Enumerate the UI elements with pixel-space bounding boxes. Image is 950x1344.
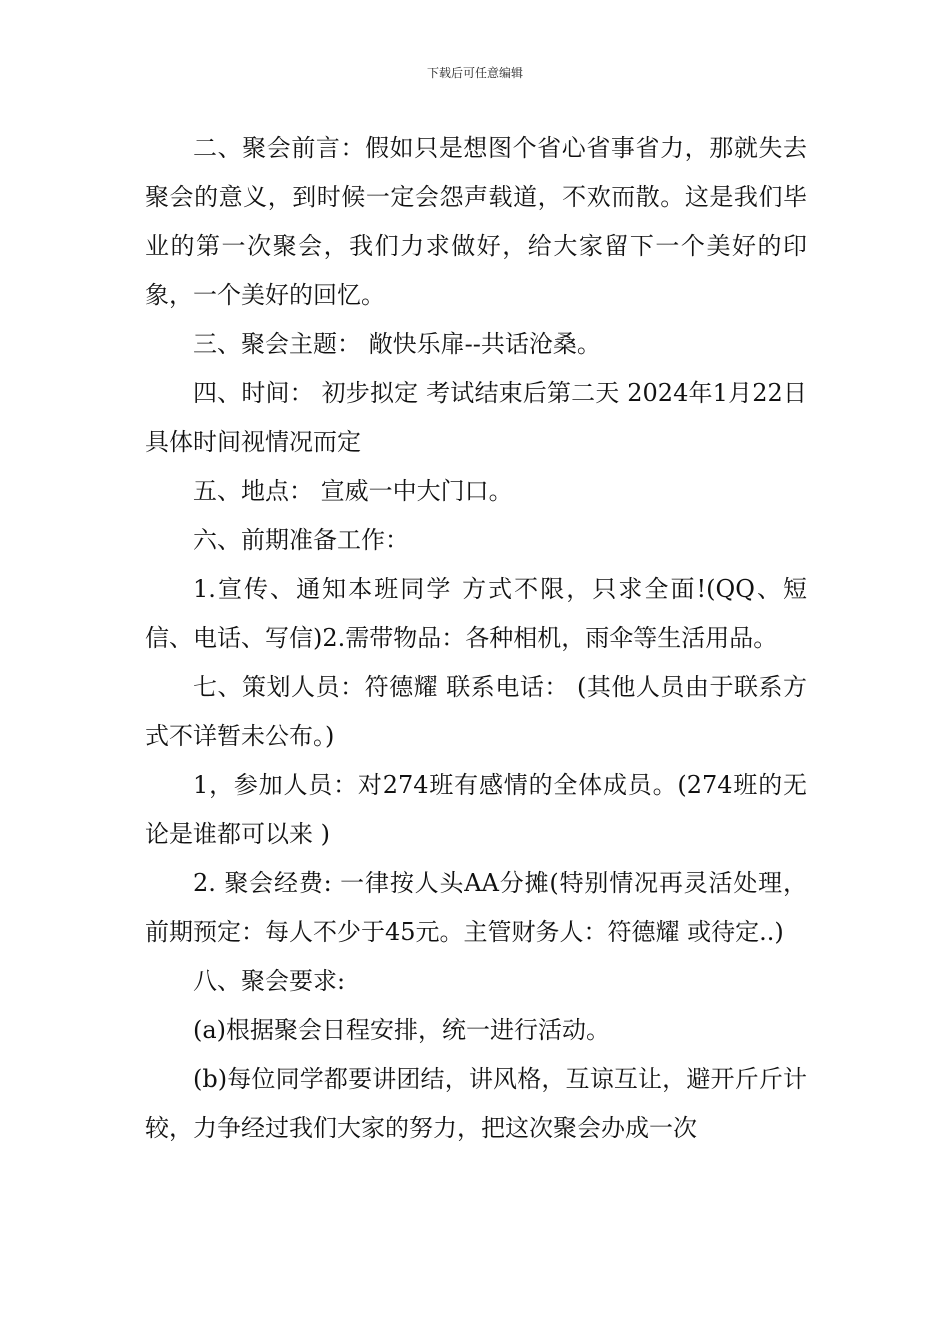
paragraph-preface: 二、聚会前言：假如只是想图个省心省事省力，那就失去聚会的意义，到时候一定会怨声载道，不欢而散。这是我们毕业的第一次聚会，我们力求做好，给大家留下一个美好的印象，一个美好的回忆。 — [145, 134, 807, 309]
paragraph-time: 四、时间： 初步拟定 考试结束后第二天 2024年1月22日 具体时间视情况而定 — [145, 379, 807, 456]
paragraph-preparation-heading: 六、前期准备工作： — [193, 526, 409, 554]
paragraph-theme: 三、聚会主题： 敞快乐扉--共话沧桑。 — [193, 330, 601, 358]
paragraph-planners: 七、策划人员：符德耀 联系电话： (其他人员由于联系方式不详暂未公布。) — [145, 673, 807, 750]
paragraph-requirement-b: (b)每位同学都要讲团结，讲风格，互谅互让，避开斤斤计较，力争经过我们大家的努力，把这次聚会办成一次 — [145, 1065, 807, 1142]
paragraph-funding: 2. 聚会经费: 一律按人头AA分摊(特别情况再灵活处理，前期预定：每人不少于45元。主管财务人：符德耀 或待定..) — [145, 869, 807, 946]
header-note: 下载后可任意编辑 — [426, 66, 523, 80]
paragraph-participants: 1，参加人员：对274班有感情的全体成员。(274班的无论是谁都可以来 ) — [145, 771, 807, 848]
document-body — [145, 124, 807, 1153]
paragraph-requirement-a: (a)根据聚会日程安排，统一进行活动。 — [193, 1016, 611, 1044]
paragraph-location: 五、地点： 宣威一中大门口。 — [193, 477, 513, 505]
paragraph-requirements-heading: 八、聚会要求: — [193, 967, 346, 995]
paragraph-preparation-items: 1.宣传、通知本班同学 方式不限，只求全面!(QQ、短信、电话、写信)2.需带物品：各种相机，雨伞等生活用品。 — [145, 575, 807, 652]
